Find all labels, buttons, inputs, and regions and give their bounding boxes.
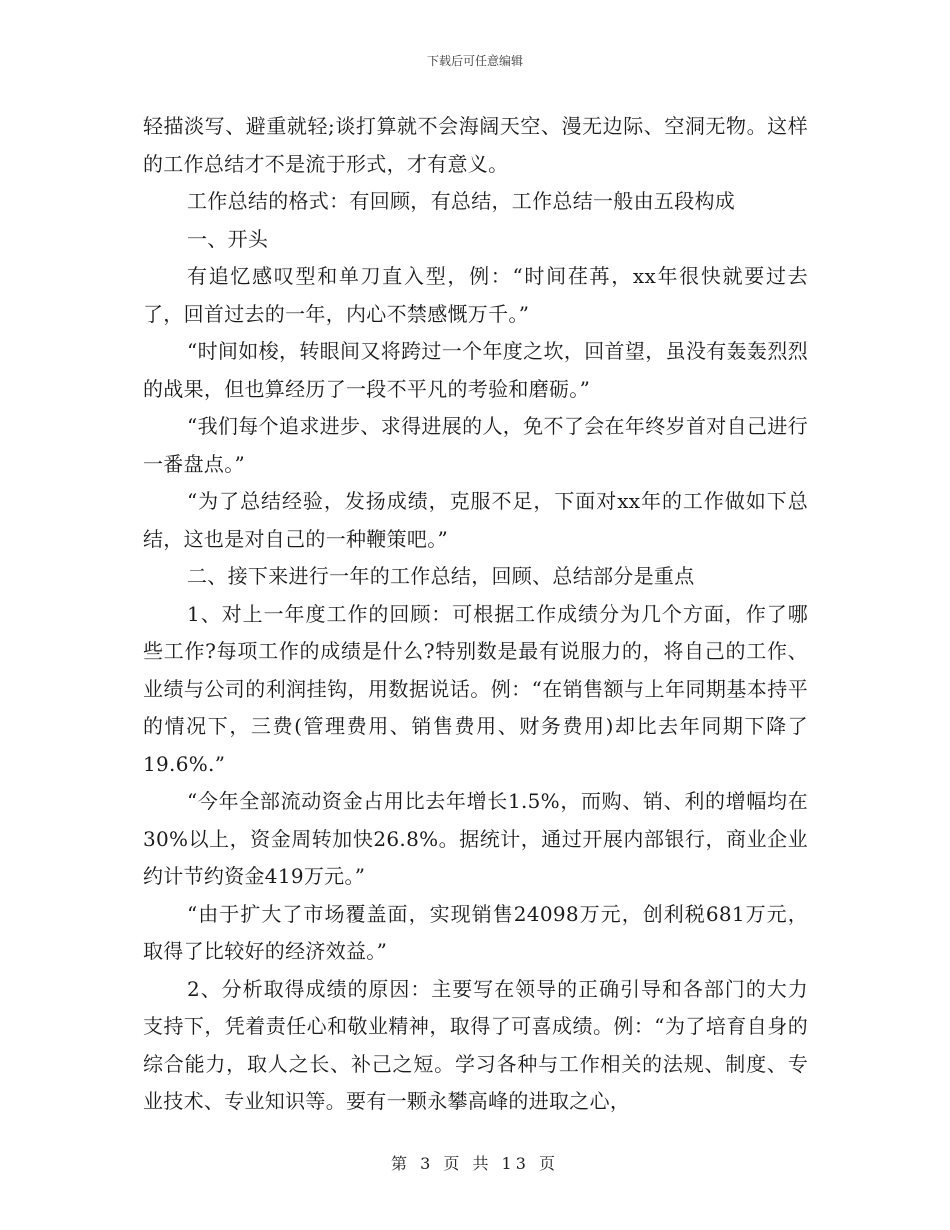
- paragraph-8: “今年全部流动资金占用比去年增长1.5%，而购、销、利的增幅均在30%以上，资金周转加快26.8%。据统计，通过开展内部银行，商业企业约计节约资金419万元。”: [143, 789, 808, 888]
- page-header: 下载后可任意编辑: [426, 54, 523, 68]
- paragraph-5: “我们每个追求进步、求得进展的人，免不了会在年终岁首对自己进行一番盘点。”: [143, 414, 808, 476]
- section-heading-summary: 二、接下来进行一年的工作总结，回顾、总结部分是重点: [187, 564, 695, 588]
- paragraph-9: “由于扩大了市场覆盖面，实现销售24098万元，创利税681万元，取得了比较好的经济效益。”: [143, 901, 808, 963]
- paragraph-7: 1、对上一年度工作的回顾：可根据工作成绩分为几个方面，作了哪些工作?每项工作的成绩是什么?特别数是最有说服力的，将自己的工作、业绩与公司的利润挂钩，用数据说话。例：“在销售额与上年同期基本持平的情况下，三费(管理费用、销售费用、财务费用)却比去年同期下降了19.6%.”: [143, 601, 808, 776]
- paragraph-2: 工作总结的格式：有回顾，有总结，工作总结一般由五段构成: [187, 189, 736, 213]
- paragraph-4: “时间如梭，转眼间又将跨过一个年度之坎，回首望，虽没有轰轰烈烈的战果，但也算经历了一段不平凡的考验和磨砺。”: [143, 339, 808, 401]
- section-heading-opening: 一、开头: [187, 226, 269, 251]
- paragraph-6: “为了总结经验，发扬成绩，克服不足，下面对xx年的工作做如下总结，这也是对自己的一种鞭策吧。”: [143, 489, 808, 551]
- page-footer: 第 3 页 共 13 页: [391, 1154, 559, 1173]
- paragraph-1: 轻描淡写、避重就轻;谈打算就不会海阔天空、漫无边际、空洞无物。这样的工作总结才不是流于形式，才有意义。: [143, 114, 808, 176]
- paragraph-10: 2、分析取得成绩的原因：主要写在领导的正确引导和各部门的大力支持下，凭着责任心和敬业精神，取得了可喜成绩。例：“为了培育自身的综合能力，取人之长、补己之短。学习各种与工作相关的法规、制度、专业技术、专业知识等。要有一颗永攀高峰的进取之心，: [143, 976, 808, 1113]
- document-body: [143, 108, 808, 1121]
- paragraph-3: 有追忆感叹型和单刀直入型，例：“时间荏苒，xx年很快就要过去了，回首过去的一年，内心不禁感慨万千。”: [143, 264, 808, 326]
